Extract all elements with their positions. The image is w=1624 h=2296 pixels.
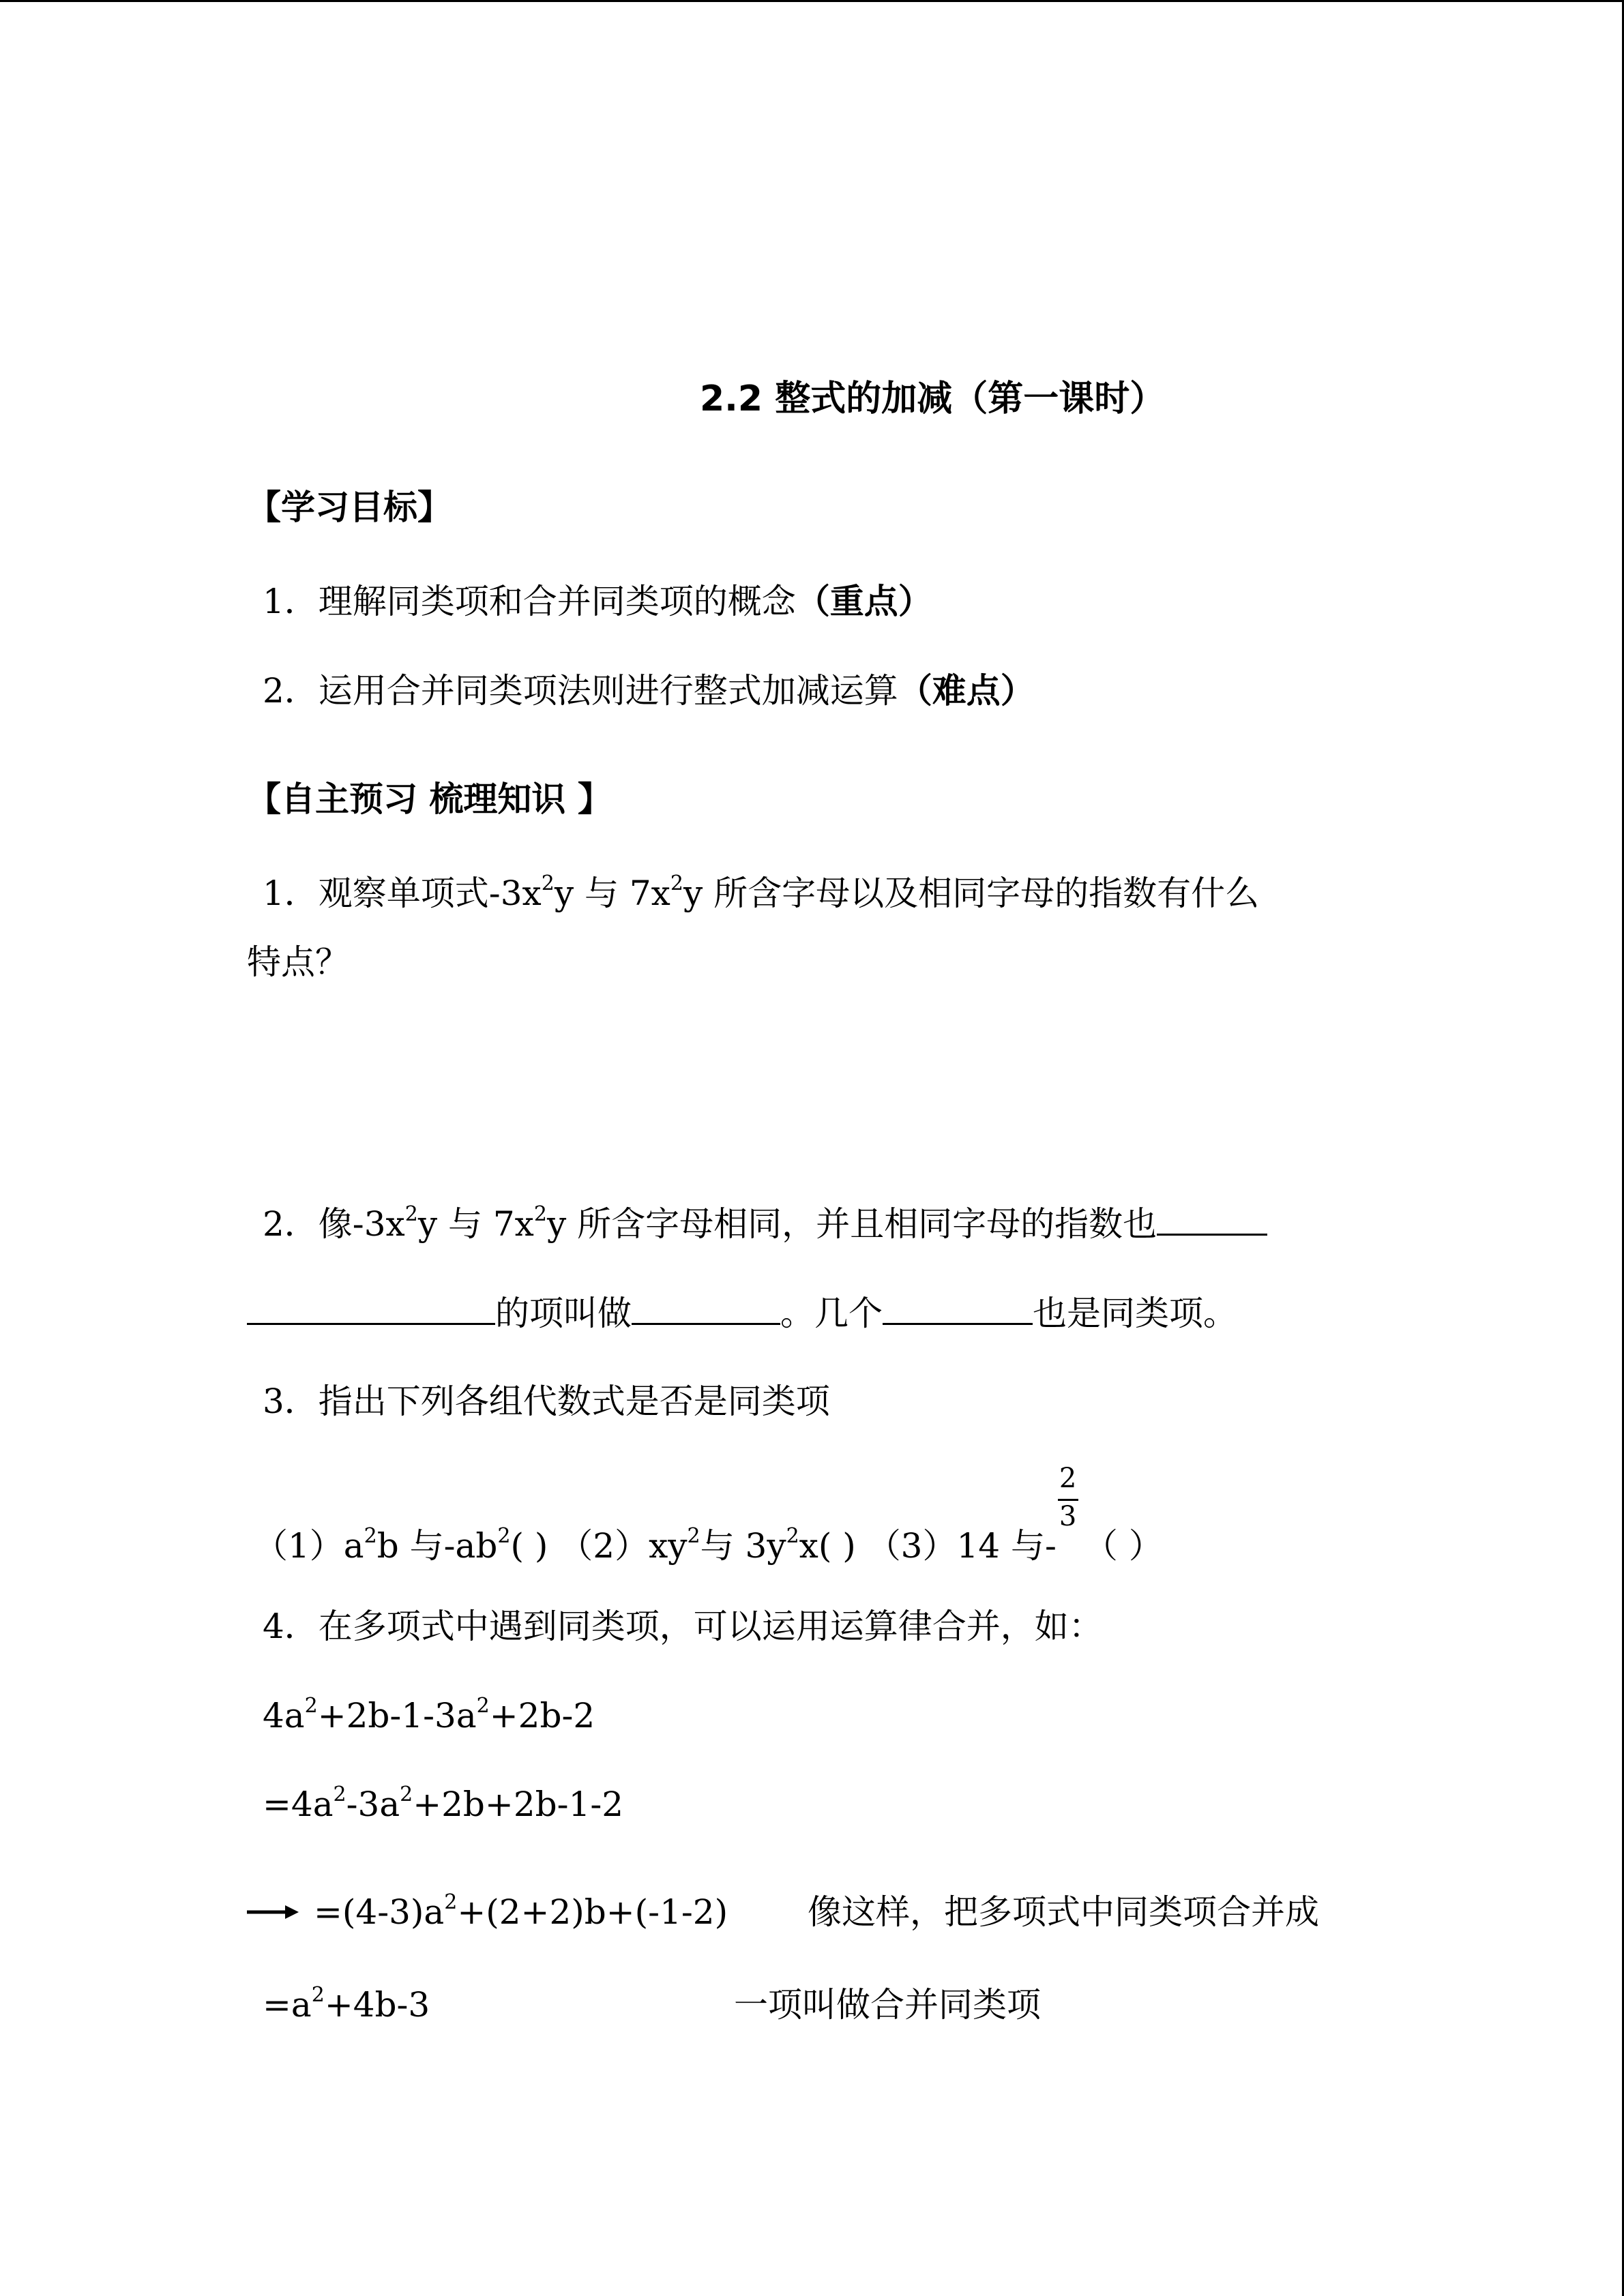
exponent: 2	[786, 1524, 799, 1548]
step-2-text-b: -3a	[346, 1785, 400, 1824]
fill-blank-1-continued[interactable]	[247, 1293, 495, 1325]
fraction	[1057, 1463, 1084, 1557]
exponent: 2	[687, 1524, 700, 1548]
objectives-heading: 【学习目标】	[247, 488, 452, 527]
fraction-numerator: 2	[1059, 1463, 1077, 1494]
exponent: 2	[364, 1524, 377, 1548]
group-3-text-a: （3）14 与-	[866, 1526, 1057, 1566]
question-4-step-2	[263, 1784, 623, 1825]
exponent: 2	[497, 1524, 511, 1548]
step-4-text-a: =a	[263, 1985, 312, 2025]
objective-item-1-tag: （重点）	[795, 582, 932, 621]
exponent: 2	[333, 1783, 346, 1806]
merge-note-line-2: 一项叫做合并同类项	[734, 1985, 1041, 2025]
group-3-answer-slot[interactable]: （ ）	[1083, 1526, 1163, 1566]
step-3-text-b: +(2+2)b+(-1-2)	[457, 1892, 728, 1932]
question-1-text-c: y 所含字母以及相同字母的指数有什么	[683, 874, 1260, 913]
question-4: 4．在多项式中遇到同类项，可以运用运算律合并，如：	[263, 1607, 1103, 1646]
group-2-answer-slot[interactable]: x( )	[799, 1526, 856, 1566]
step-2-text-c: +2b+2b-1-2	[413, 1785, 624, 1824]
question-4-step-3	[314, 1892, 728, 1933]
objective-item-2-tag: （难点）	[898, 671, 1035, 711]
question-2-text-d: 的项叫做	[495, 1294, 632, 1333]
question-4-step-4	[263, 1984, 430, 2025]
question-2-text-f: 也是同类项。	[1033, 1294, 1237, 1333]
step-1-text-b: +2b-1-3a	[317, 1696, 477, 1735]
question-4-step-1	[263, 1695, 595, 1736]
question-2	[263, 1204, 1267, 1244]
exponent: 2	[670, 871, 683, 895]
question-1	[263, 873, 1259, 914]
exponent: 2	[400, 1783, 413, 1806]
exponent: 2	[476, 1694, 490, 1718]
step-1-text-a: 4a	[263, 1696, 305, 1735]
page-title: 2.2 整式的加减（第一课时）	[700, 378, 1166, 419]
group-1-answer-slot[interactable]: ( )	[510, 1526, 548, 1566]
question-2-text-c: y 所含字母相同，并且相同字母的指数也	[546, 1204, 1157, 1244]
fill-blank-2[interactable]	[632, 1293, 780, 1325]
question-2-text-a: 2．像-3x	[263, 1204, 405, 1244]
group-2-text-a: （2）xy	[559, 1526, 688, 1566]
group-1-text-b: b 与-ab	[377, 1526, 498, 1566]
objective-item-2-text: 2．运用合并同类项法则进行整式加减运算	[263, 671, 898, 711]
fill-blank-1[interactable]	[1157, 1204, 1267, 1236]
step-4-text-b: +4b-3	[324, 1985, 430, 2025]
question-2-text-b: y 与 7x	[417, 1204, 534, 1244]
preview-heading: 【自主预习 梳理知识 】	[247, 779, 612, 819]
objective-item-1-text: 1．理解同类项和合并同类项的概念	[263, 582, 796, 621]
exponent: 2	[304, 1694, 318, 1718]
arrow-right-icon	[247, 1902, 299, 1922]
group-2-text-b: 与 3y	[700, 1526, 786, 1566]
exponent: 2	[404, 1202, 418, 1226]
exponent: 2	[533, 1202, 547, 1226]
step-1-text-c: +2b-2	[489, 1696, 595, 1735]
question-1-line-2: 特点？	[247, 942, 349, 982]
exponent: 2	[444, 1890, 458, 1914]
fill-blank-3[interactable]	[883, 1293, 1033, 1325]
fraction-denominator: 3	[1059, 1501, 1077, 1532]
question-1-text-a: 1．观察单项式-3x	[263, 874, 542, 913]
question-3: 3．指出下列各组代数式是否是同类项	[263, 1382, 830, 1421]
objective-item-1	[263, 581, 932, 622]
group-1-text-a: （1）a	[254, 1526, 364, 1566]
question-1-text-b: y 与 7x	[554, 874, 670, 913]
top-border-line	[0, 0, 1624, 2]
merge-note-line-1: 像这样，把多项式中同类项合并成	[808, 1892, 1319, 1932]
exponent: 2	[541, 871, 555, 895]
objective-item-2	[263, 670, 1035, 711]
question-2-line-2	[247, 1293, 1237, 1334]
question-2-text-e: 。几个	[780, 1294, 883, 1333]
question-3-groups	[254, 1463, 1163, 1566]
exponent: 2	[311, 1983, 325, 2007]
step-3-text-a: =(4-3)a	[314, 1892, 445, 1932]
step-2-text-a: =4a	[263, 1785, 334, 1824]
